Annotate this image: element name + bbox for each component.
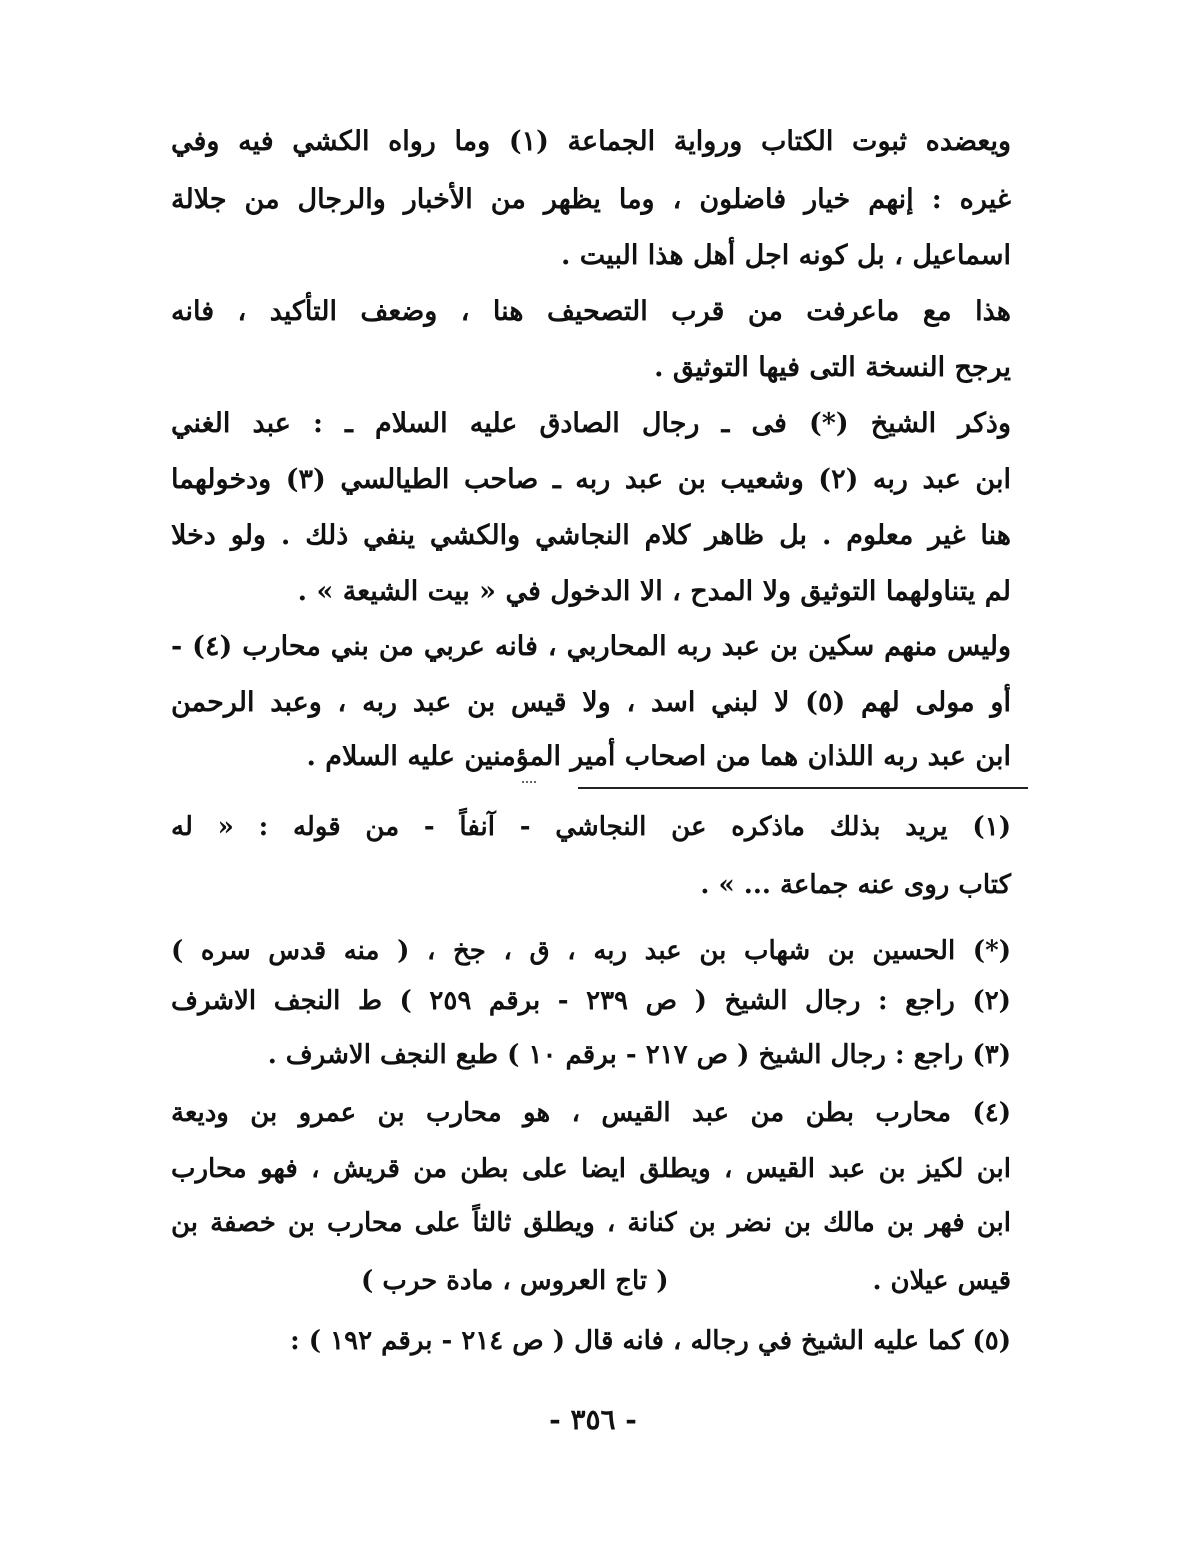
footnote-4-line-1: (٤) محارب بطن من عبد القيس ، هو محارب بن عمرو بن وديعة [171, 1098, 1011, 1128]
main-line-10: وليس منهم سكين بن عبد ربه المحاربي ، فانه عربي من بني محارب (٤) - [171, 631, 1012, 662]
footnote-4-line-2: ابن لكيز بن عبد القيس ، ويطلق ايضا على بطن من قريش ، فهو محارب [171, 1154, 1011, 1184]
main-line-6: وذكر الشيخ (*) فى ـ رجال الصادق عليه السلام ـ : عبد الغني [171, 408, 1011, 439]
main-line-5: يرجح النسخة التى فيها التوثيق . [654, 352, 1011, 383]
main-line-7: ابن عبد ربه (٢) وشعيب بن عبد ربه ـ صاحب الطيالسي (٣) ودخولهما [171, 464, 1011, 495]
footnote-divider-dots [522, 781, 536, 783]
main-line-11: أو مولى لهم (٥) لا لبني اسد ، ولا قيس بن عبد ربه ، وعبد الرحمن [171, 687, 1011, 718]
main-line-2: غيره : إنهم خيار فاضلون ، وما يظهر من الأخبار والرجال من جلالة [171, 184, 1011, 215]
main-line-12: ابن عبد ربه اللذان هما من اصحاب أمير المؤمنين عليه السلام . [306, 741, 1011, 772]
main-line-1: ويعضده ثبوت الكتاب ورواية الجماعة (١) وما رواه الكشي فيه وفي [171, 126, 1011, 157]
main-line-8: هنا غير معلوم . بل ظاهر كلام النجاشي والكشي ينفي ذلك . ولو دخلا [171, 520, 1011, 551]
footnote-1-line-1: (١) يريد بذلك ماذكره عن النجاشي - آنفاً - من قوله : « له [171, 812, 1011, 842]
main-line-9: لم يتناولهما التوثيق ولا المدح ، الا الدخول في « بيت الشيعة » . [297, 576, 1011, 607]
main-line-4: هذا مع ماعرفت من قرب التصحيف هنا ، وضعف التأكيد ، فانه [171, 296, 1011, 327]
page-number: - ٣٥٦ - [549, 1403, 637, 1436]
footnote-1-line-2: كتاب روى عنه جماعة ... » . [700, 870, 1011, 900]
footnote-4-line-4-text: قيس عيلان . [872, 1266, 1011, 1296]
footnote-3: (٣) راجع : رجال الشيخ ( ص ٢١٧ - برقم ١٠ ) طبع النجف الاشرف . [267, 1040, 1011, 1070]
footnote-divider [578, 787, 1028, 789]
footnote-2: (٢) راجع : رجال الشيخ ( ص ٢٣٩ - برقم ٢٥٩ ) ط النجف الاشرف [171, 986, 1011, 1016]
footnote-4-line-3: ابن فهر بن مالك بن نضر بن كنانة ، ويطلق ثالثاً على محارب بن خصفة بن [171, 1208, 1011, 1238]
footnote-4-line-4 [171, 1262, 1011, 1300]
footnote-4-source: ( تاج العروس ، مادة حرب ) [361, 1266, 669, 1296]
footnote-star: (*) الحسين بن شهاب بن عبد ربه ، ق ، جخ ، ( منه قدس سره ) [171, 936, 1011, 966]
main-line-3: اسماعيل ، بل كونه اجل أهل هذا البيت . [560, 240, 1011, 271]
footnote-5: (٥) كما عليه الشيخ في رجاله ، فانه قال ( ص ٢١٤ - برقم ١٩٢ ) : [290, 1326, 1011, 1356]
